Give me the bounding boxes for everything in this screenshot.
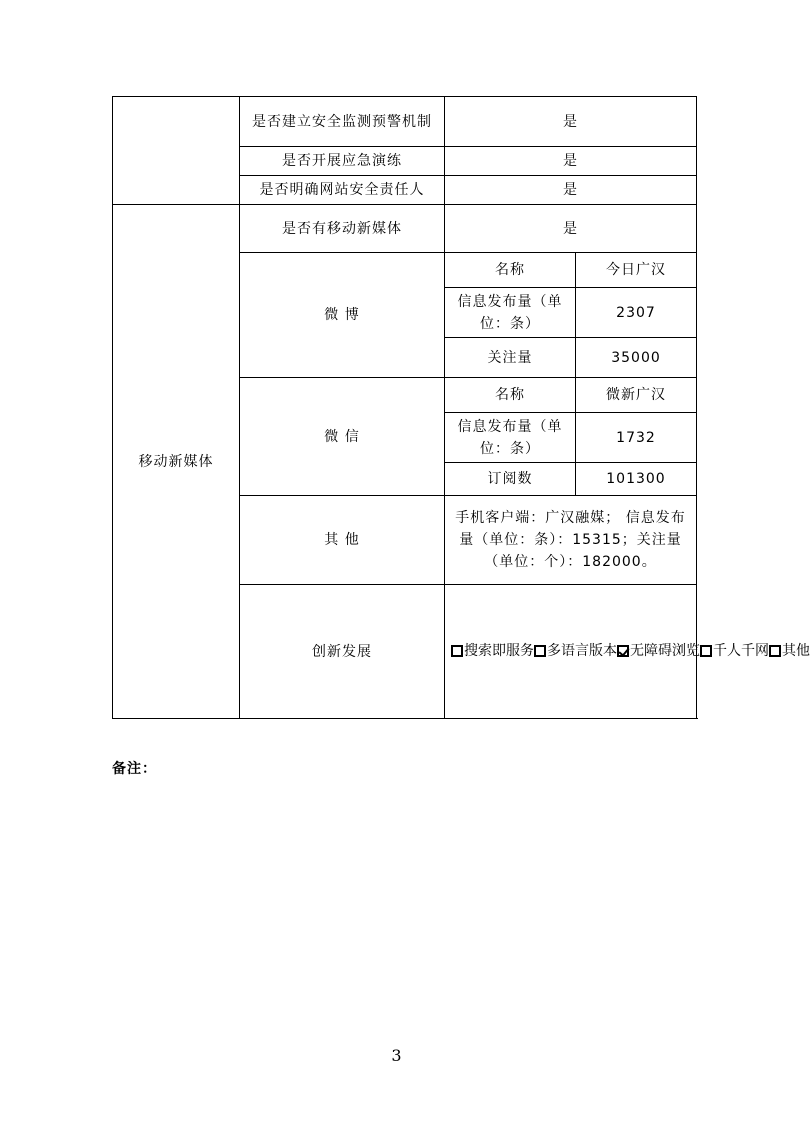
row-label-monitoring: 是否建立安全监测预警机制 [240, 97, 445, 147]
section-cell-empty [113, 97, 240, 205]
weixin-name-label: 名称 [445, 378, 576, 413]
weixin-subs-value: 101300 [576, 463, 697, 496]
option-accessibility[interactable] [617, 640, 700, 662]
weibo-posts-label: 信息发布量（单位：条） [445, 288, 576, 338]
weibo-name-value: 今日广汉 [576, 253, 697, 288]
weibo-name-label: 名称 [445, 253, 576, 288]
weibo-label: 微 博 [240, 253, 445, 378]
option-other[interactable] [769, 640, 810, 662]
row-label-drill: 是否开展应急演练 [240, 147, 445, 176]
checkbox-icon[interactable] [451, 645, 463, 657]
weixin-posts-label: 信息发布量（单位：条） [445, 413, 576, 463]
option-label: 无障碍浏览 [630, 642, 700, 659]
weixin-posts-value: 1732 [576, 413, 697, 463]
option-label: 其他 [782, 642, 810, 659]
checkbox-checked-icon[interactable] [617, 645, 629, 657]
row-label-has-mobile: 是否有移动新媒体 [240, 205, 445, 253]
option-label: 搜索即服务 [464, 642, 534, 659]
option-label: 多语言版本 [547, 642, 617, 659]
website-info-table [112, 96, 810, 719]
table-row [113, 97, 697, 147]
weixin-name-value: 微新广汉 [576, 378, 697, 413]
note-label: 备注： [112, 761, 157, 777]
row-value-drill: 是 [445, 147, 697, 176]
weixin-label: 微 信 [240, 378, 445, 496]
other-text: 手机客户端：广汉融媒； 信息发布量（单位：条）：15315；关注量（单位：个）：182000。 [445, 496, 697, 585]
checkbox-icon[interactable] [769, 645, 781, 657]
table-row [113, 205, 697, 253]
row-value-monitoring: 是 [445, 97, 697, 147]
weibo-followers-value: 35000 [576, 338, 697, 378]
option-search-as-service[interactable] [451, 640, 534, 662]
innovation-options [445, 585, 810, 719]
other-label: 其 他 [240, 496, 445, 585]
option-personalized[interactable] [700, 640, 769, 662]
row-label-responsible: 是否明确网站安全责任人 [240, 176, 445, 205]
innovation-checkbox-group [451, 642, 810, 661]
weibo-followers-label: 关注量 [445, 338, 576, 378]
checkbox-icon[interactable] [534, 645, 546, 657]
weibo-posts-value: 2307 [576, 288, 697, 338]
option-multilingual[interactable] [534, 640, 617, 662]
innovation-label: 创新发展 [240, 585, 445, 719]
option-label: 千人千网 [713, 642, 769, 659]
weixin-subs-label: 订阅数 [445, 463, 576, 496]
page-number: 3 [391, 1046, 402, 1065]
checkbox-icon[interactable] [700, 645, 712, 657]
row-value-has-mobile: 是 [445, 205, 697, 253]
row-value-responsible: 是 [445, 176, 697, 205]
section-label-mobile: 移动新媒体 [113, 205, 240, 719]
